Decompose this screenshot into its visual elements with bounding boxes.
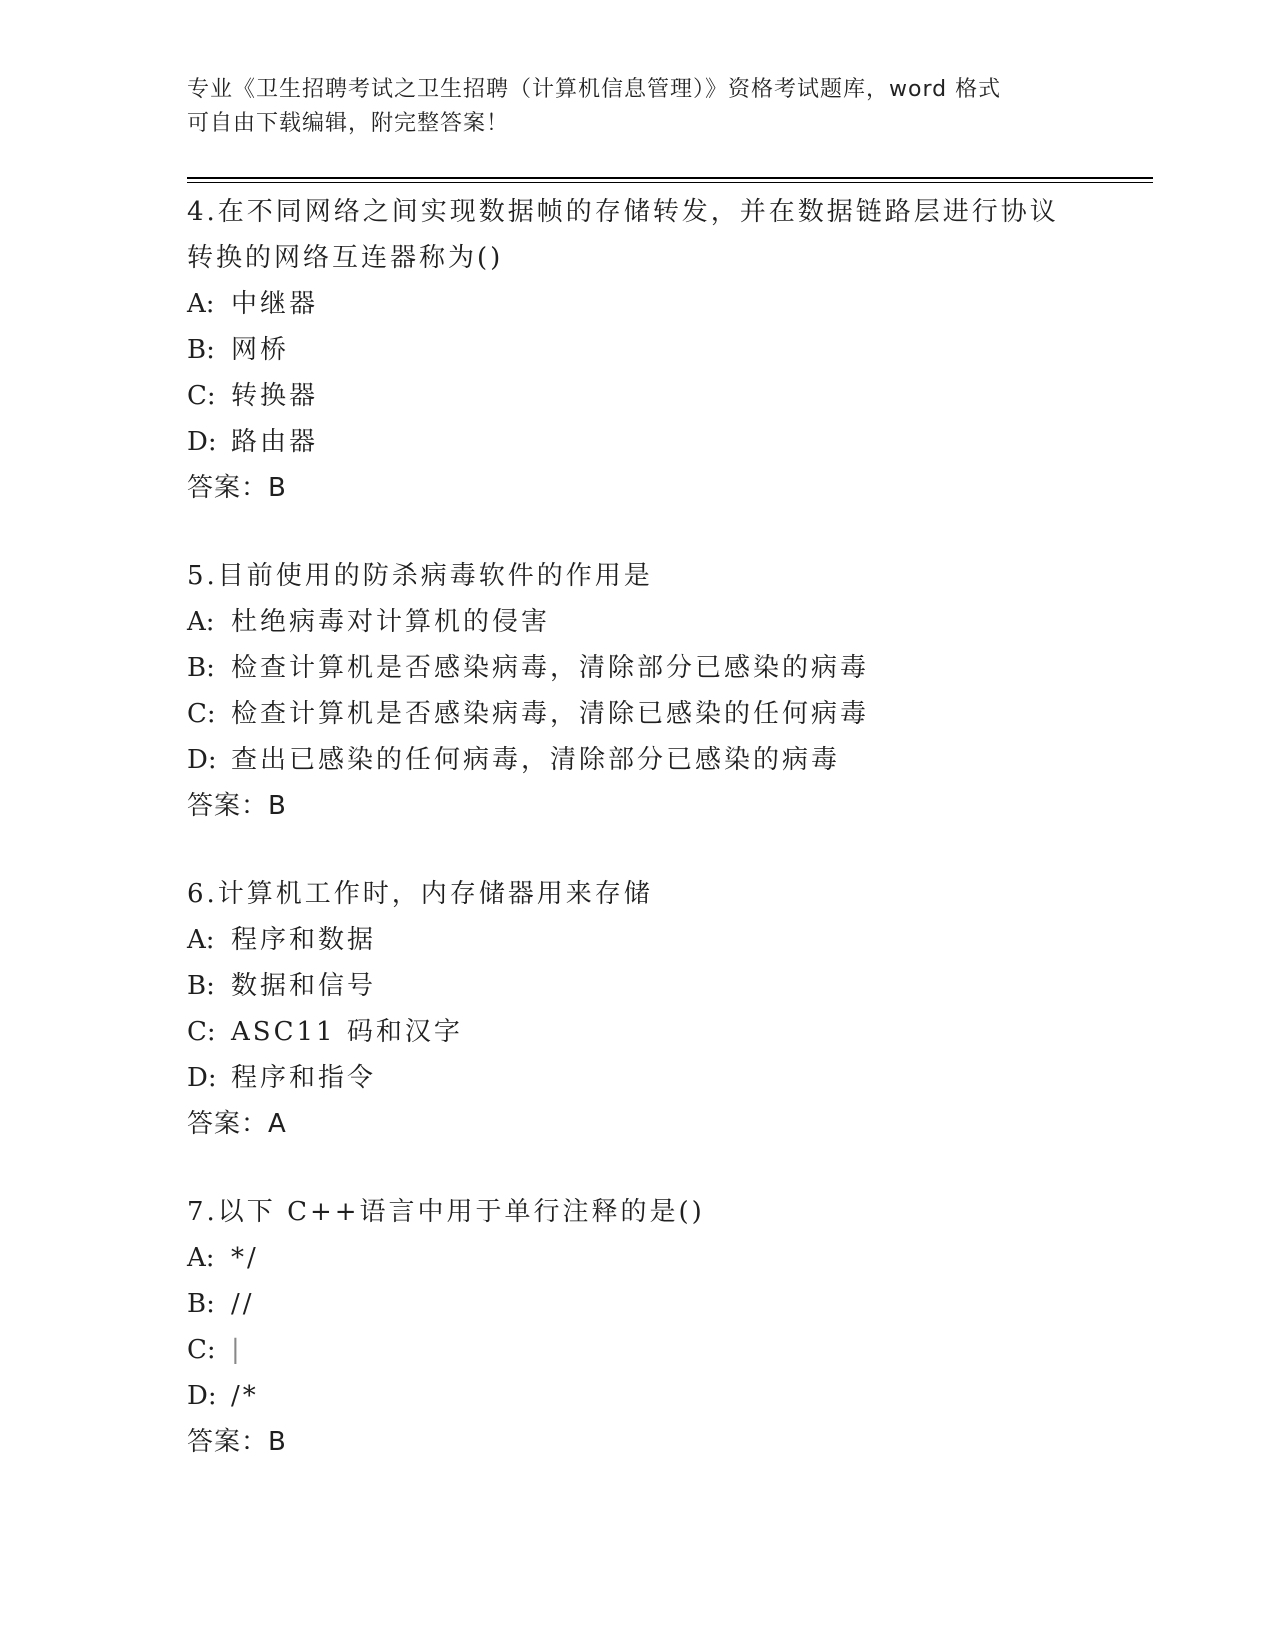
option-c [187, 1327, 1153, 1373]
option-letter: C: [187, 1335, 216, 1365]
option-text: | [231, 1335, 243, 1365]
option-b [187, 963, 1153, 1009]
question-stem: 5.目前使用的防杀病毒软件的作用是 [187, 561, 653, 591]
option-letter: B: [187, 971, 215, 1001]
question-list [187, 189, 1153, 1507]
option-letter: C: [187, 699, 216, 729]
header-divider-thin [187, 182, 1153, 183]
question-item [187, 1189, 1153, 1465]
option-b [187, 645, 1153, 691]
header-line-1: 专业《卫生招聘考试之卫生招聘（计算机信息管理）》资格考试题库，word 格式 [187, 77, 1002, 102]
question-item [187, 871, 1153, 1147]
option-letter: B: [187, 335, 215, 365]
question-stem: 7.以下 C++语言中用于单行注释的是() [187, 1197, 705, 1227]
option-letter: D: [187, 1063, 217, 1093]
option-letter: A: [187, 289, 215, 319]
option-d [187, 1055, 1153, 1101]
option-text: 数据和信号 [231, 971, 377, 1001]
option-letter: D: [187, 427, 217, 457]
question-stem: 6.计算机工作时，内存储器用来存储 [187, 879, 653, 909]
option-d [187, 737, 1153, 783]
option-text: 中继器 [231, 289, 319, 319]
header-line-2: 可自由下载编辑，附完整答案！ [187, 111, 510, 136]
question-stem: 转换的网络互连器称为() [187, 243, 504, 273]
option-a [187, 1235, 1153, 1281]
option-a [187, 281, 1153, 327]
option-b [187, 327, 1153, 373]
option-text: 检查计算机是否感染病毒，清除部分已感染的病毒 [231, 653, 870, 683]
option-text: 网桥 [231, 335, 290, 365]
option-d [187, 1373, 1153, 1419]
option-text: 程序和指令 [231, 1063, 377, 1093]
question-stem: 4.在不同网络之间实现数据帧的存储转发，并在数据链路层进行协议 [187, 197, 1059, 227]
header-divider-thick [187, 177, 1153, 179]
option-c [187, 1009, 1153, 1055]
option-text: 检查计算机是否感染病毒，清除已感染的任何病毒 [231, 699, 870, 729]
option-letter: A: [187, 925, 215, 955]
option-letter: D: [187, 745, 217, 775]
answer-line: 答案：A [187, 1109, 287, 1139]
option-letter: A: [187, 607, 215, 637]
option-text: /* [231, 1381, 259, 1411]
option-letter: D: [187, 1381, 217, 1411]
option-letter: B: [187, 1289, 215, 1319]
option-c [187, 373, 1153, 419]
option-letter: C: [187, 381, 216, 411]
option-letter: B: [187, 653, 215, 683]
document-header [187, 73, 1087, 141]
option-b [187, 1281, 1153, 1327]
answer-line: 答案：B [187, 473, 287, 503]
option-a [187, 599, 1153, 645]
option-a [187, 917, 1153, 963]
question-item [187, 553, 1153, 829]
option-text: 转换器 [231, 381, 319, 411]
option-text: // [231, 1289, 255, 1319]
option-text: 路由器 [231, 427, 319, 457]
option-text: */ [231, 1243, 259, 1273]
option-letter: C: [187, 1017, 216, 1047]
option-letter: A: [187, 1243, 215, 1273]
option-d [187, 419, 1153, 465]
question-item [187, 189, 1153, 511]
answer-line: 答案：B [187, 791, 287, 821]
answer-line: 答案：B [187, 1427, 287, 1457]
option-text: ASC11 码和汉字 [231, 1017, 463, 1047]
option-text: 查出已感染的任何病毒，清除部分已感染的病毒 [231, 745, 841, 775]
option-c [187, 691, 1153, 737]
option-text: 程序和数据 [231, 925, 377, 955]
option-text: 杜绝病毒对计算机的侵害 [231, 607, 551, 637]
